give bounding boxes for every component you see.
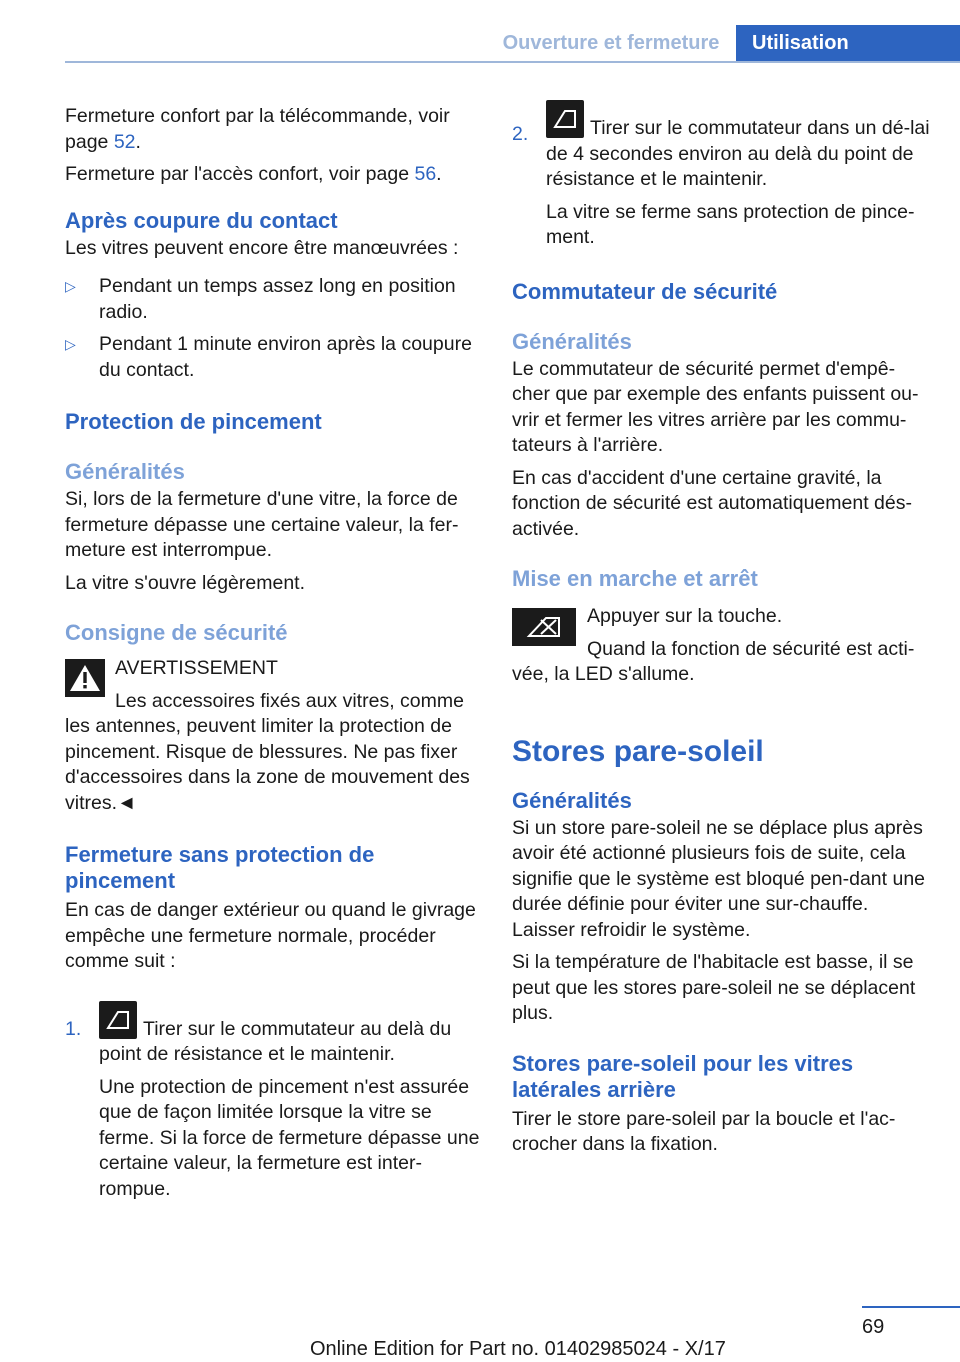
- step-body: [546, 100, 930, 251]
- header-rule: [65, 61, 960, 63]
- heading-pinch-protection: Protection de pincement: [65, 409, 322, 434]
- header-section-tab: Ouverture et fermeture: [502, 31, 720, 54]
- heading-rear-blinds: Stores pare-soleil pour les vitres latérales arrière: [512, 1050, 854, 1102]
- warning-triangle-icon: [65, 659, 105, 697]
- step-1: [65, 1001, 483, 1203]
- header-chapter-tab: Utilisation: [736, 25, 960, 61]
- heading-safety-switch: Commutateur de sécurité: [512, 278, 778, 304]
- intro-comfort-access: [65, 162, 483, 188]
- page-number: 69: [862, 1316, 885, 1338]
- heading-general: Généralités: [512, 328, 632, 354]
- intro-comfort-end: .: [436, 163, 442, 185]
- heading-general: Généralités: [65, 459, 185, 484]
- on-off-text-1: Appuyer sur la touche.: [587, 605, 783, 627]
- closing-without-protection-text: En cas de danger extérieur ou quand le givrage empêche une fermeture normale, procéder comme suit :: [65, 899, 476, 972]
- step-number: 2.: [512, 123, 529, 145]
- rear-blinds-text: Tirer le store pare-soleil par la boucle et l'ac-crocher dans la fixation.: [512, 1107, 896, 1155]
- blinds-text-2: Si la température de l'habitacle est basse, il se peut que les stores pare-soleil ne se déplacent plus.: [512, 951, 916, 1024]
- step-1-text: Tirer sur le commutateur au delà du point de résistance et le maintenir.: [99, 1017, 452, 1065]
- after-ignition-text: Les vitres peuvent encore être manœuvrées :: [65, 236, 459, 259]
- bullet-text: Pendant un temps assez long en position radio.: [99, 275, 456, 323]
- safety-switch-text-2: En cas d'accident d'une certaine gravité, la fonction de sécurité est automatiquement dés-activée.: [512, 466, 912, 540]
- step-number: 1.: [65, 1017, 82, 1040]
- step-2-note: La vitre se ferme sans protection de pince-ment.: [546, 200, 915, 248]
- footer-rule: [862, 1306, 960, 1308]
- page-link-52[interactable]: 52: [113, 130, 136, 153]
- general-text-2: La vitre s'ouvre légèrement.: [65, 571, 306, 594]
- intro-comfort-text: Fermeture par l'accès confort, voir page: [65, 163, 415, 185]
- window-switch-icon: [99, 1001, 137, 1039]
- warning-label: AVERTISSEMENT: [115, 657, 278, 679]
- list-item: [65, 332, 483, 383]
- intro-remote-end: .: [135, 130, 141, 153]
- child-lock-switch-icon: [512, 608, 576, 646]
- warning-block: [65, 656, 483, 816]
- intro-remote-text: Fermeture confort par la télécommande, voir page: [65, 105, 450, 153]
- on-off-text-2: Quand la fonction de sécurité est acti-vée, la LED s'allume.: [512, 637, 915, 685]
- step-2-text: Tirer sur le commutateur dans un dé-lai de 4 secondes environ au delà du point de résistance et le maintenir.: [546, 117, 930, 190]
- list-item: [65, 274, 483, 325]
- window-switch-icon: [546, 100, 584, 138]
- blinds-text: Si un store pare-soleil ne se déplace plus après avoir été actionné plusieurs fois de suite, cela signifie que le système est bloqué pen-dant une durée définie pour éviter une sur-chauffe. Laisser refroidir le système.: [512, 816, 926, 941]
- bullet-text: Pendant 1 minute environ après la coupure du contact.: [99, 333, 472, 381]
- step-2-instruction: [546, 100, 930, 193]
- right-column: [512, 100, 930, 1158]
- heading-sun-blinds: Stores pare-soleil: [512, 734, 764, 768]
- step-1-note: Une protection de pincement n'est assurée que de façon limitée lorsque la vitre se ferme. Si la force de fermeture dépasse une certaine valeur, la fermeture est inter-rompue.: [99, 1075, 480, 1200]
- heading-general-blinds: Généralités: [512, 787, 632, 813]
- heading-closing-without-protection: Fermeture sans protection de pincement: [65, 842, 375, 893]
- on-off-block: [512, 604, 930, 688]
- left-column: [65, 100, 483, 1202]
- general-text: Si, lors de la fermeture d'une vitre, la force de fermeture dépasse une certaine valeur, la fer-meture est interrompue.: [65, 488, 459, 561]
- footer-edition: Online Edition for Part no. 01402985024 - X/17: [310, 1338, 726, 1360]
- step-1-instruction: [99, 1001, 483, 1068]
- step-body: [99, 1001, 483, 1203]
- bullet-triangle-icon: ▷: [65, 278, 76, 294]
- step-2: [512, 100, 930, 251]
- safety-switch-text: Le commutateur de sécurité permet d'empê-cher que par exemple des enfants puissent ou-vrir et fermer les vitres arrière par les commu-tateurs à l'arrière.: [512, 357, 919, 456]
- heading-on-off: Mise en marche et arrêt: [512, 566, 758, 591]
- page-link-56[interactable]: 56: [414, 163, 437, 185]
- intro-remote-closing: [65, 104, 483, 155]
- warning-text: Les accessoires fixés aux vitres, comme les antennes, peuvent limiter la protection de pincement. Risque de blessures. Ne pas fixer d'accessoires dans la zone de mouvement des vitres.◄: [65, 689, 470, 814]
- heading-safety-note: Consigne de sécurité: [65, 620, 288, 645]
- bullet-triangle-icon: ▷: [65, 336, 76, 352]
- heading-after-ignition-off: Après coupure du contact: [65, 207, 338, 233]
